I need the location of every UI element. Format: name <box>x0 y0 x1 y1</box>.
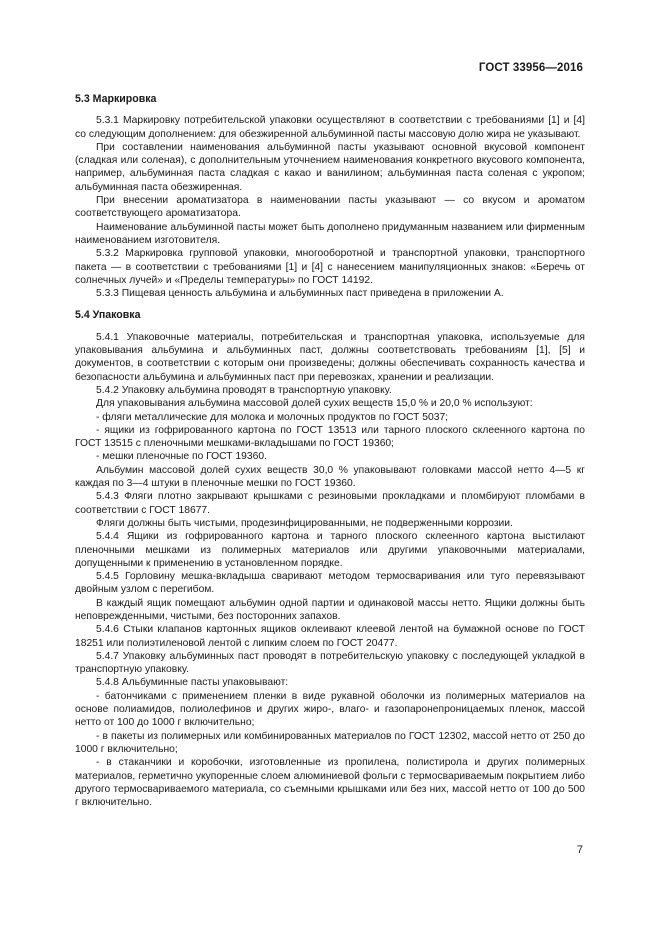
paragraph: 5.4.5 Горловину мешка-вкладыша сваривают методом термосваривания или туго перевязывают двойным узлом с перегибом. <box>75 571 585 596</box>
paragraph: 5.4.7 Упаковку альбуминных паст проводят в потребительскую упаковку с последующей укладкой в транспортную упаковку. <box>75 650 585 676</box>
paragraph: Наименование альбуминной пасты может быть дополнено придуманным названием или фирменным наименованием изготовителя. <box>75 221 585 246</box>
list-item: - в пакеты из полимерных или комбинированных материалов по ГОСТ 12302, массой нетто от 250 до 1000 г включительно; <box>75 730 585 755</box>
paragraph: Для упаковывания альбумина массовой долей сухих веществ 15,0 % и 20,0 % используют: <box>96 398 533 410</box>
list-item: - фляги металлические для молока и молочных продуктов по ГОСТ 5037; <box>96 411 449 423</box>
section-packaging-body <box>75 331 585 810</box>
section-marking-body <box>75 114 585 300</box>
paragraph: Альбумин массовой долей сухих веществ 30,0 % упаковывают головками массой нетто 4—5 кг каждая по 3—4 штуки в пленочные мешки по ГОСТ 19360. <box>75 464 585 490</box>
list-item: - ящики из гофрированного картона по ГОСТ 13513 или тарного плоского склеенного картона по ГОСТ 13515 с пленочными мешками-вкладышами по ГОСТ 19360; <box>75 424 585 450</box>
paragraph: При внесении ароматизатора в наименовании пасты указывают — со вкусом и ароматом соответствующего ароматизатора. <box>75 195 585 220</box>
page-number: 7 <box>576 844 583 856</box>
paragraph: 5.4.4 Ящики из гофрированного картона и тарного плоского склеенного картона выстилают пленочными мешками из полимерных материалов или другими упаковочными материалами, допущенными к применению в установленном порядке. <box>75 531 585 569</box>
paragraph: 5.4.8 Альбуминные пасты упаковывают: <box>96 677 289 689</box>
paragraph: 5.4.3 Фляги плотно закрывают крышками с резиновыми прокладками и пломбируют пломбами в соответствии с ГОСТ 18677. <box>75 491 585 516</box>
paragraph: 5.4.1 Упаковочные материалы, потребительская и транспортная упаковка, используемые для упаковывания альбумина и альбуминных паст, должны соответствовать требованиям [1], [5] и документов, в соответствии с которым они произведены; должны обеспечивать сохранность качества и безопасности альбумина и альбуминных паст при перевозках, хранении и реализации. <box>75 331 585 383</box>
paragraph: 5.3.2 Маркировка групповой упаковки, многооборотной и транспортной упаковки, транспортного пакета — в соответствии с требованиями [1] и [4] с нанесением манипуляционных знаков: «Беречь от солнечных лучей» и «Пределы температуры» по ГОСТ 14192. <box>75 248 585 286</box>
paragraph: Фляги должны быть чистыми, продезинфицированными, не подверженными коррозии. <box>96 517 513 529</box>
paragraph: При составлении наименования альбуминной пасты указывают основной вкусовой компонент (сладкая или соленая), с дополнительным уточнением наименования конкретного вкусового компонента, например, альбуминная паста сладкая с какао и ванилином; альбуминная паста соленая с укропом; альбуминная паста обезжиренная. <box>75 141 585 193</box>
paragraph: 5.4.6 Стыки клапанов картонных ящиков оклеивают клеевой лентой на бумажной основе по ГОСТ 18251 или полиэтиленовой лентой с липким слоем по ГОСТ 20477. <box>75 624 585 649</box>
paragraph: В каждый ящик помещают альбумин одной партии и одинаковой массы нетто. Ящики должны быть неповрежденными, чистыми, без посторонних запахов. <box>75 597 585 622</box>
paragraph: 5.4.2 Упаковку альбумина проводят в транспортную упаковку. <box>96 384 392 396</box>
paragraph: 5.3.3 Пищевая ценность альбумина и альбуминных паст приведена в приложении А. <box>96 288 504 300</box>
section-title-marking: 5.3 Маркировка <box>75 93 157 105</box>
paragraph: 5.3.1 Маркировку потребительской упаковки осуществляют в соответствии с требованиями [1] и [4] со следующим дополнением: для обезжиренной альбуминной пасты массовую долю жира не указывают. <box>75 115 585 140</box>
list-item: - мешки пленочные по ГОСТ 19360. <box>96 451 267 463</box>
document-body <box>75 93 585 809</box>
document-standard-id: ГОСТ 33956—2016 <box>478 62 583 74</box>
list-item: - батончиками с применением пленки в виде рукавной оболочки из полимерных материалов на основе полиамидов, полиолефинов и других жиро-, влаго- и газопаронепроницаемых пленок, массой нетто от 100 до 1000 г включительно; <box>75 690 585 729</box>
list-item: - в стаканчики и коробочки, изготовленные из пропилена, полистирола и других полимерных материалов, герметично укупоренные слоем алюминиевой фольги с термосвариваемым покрытием либо другого термосвариваемого материала, со съемными крышками или без них, массой нетто от 100 до 500 г включительно. <box>75 757 585 809</box>
section-title-packaging: 5.4 Упаковка <box>75 309 141 322</box>
